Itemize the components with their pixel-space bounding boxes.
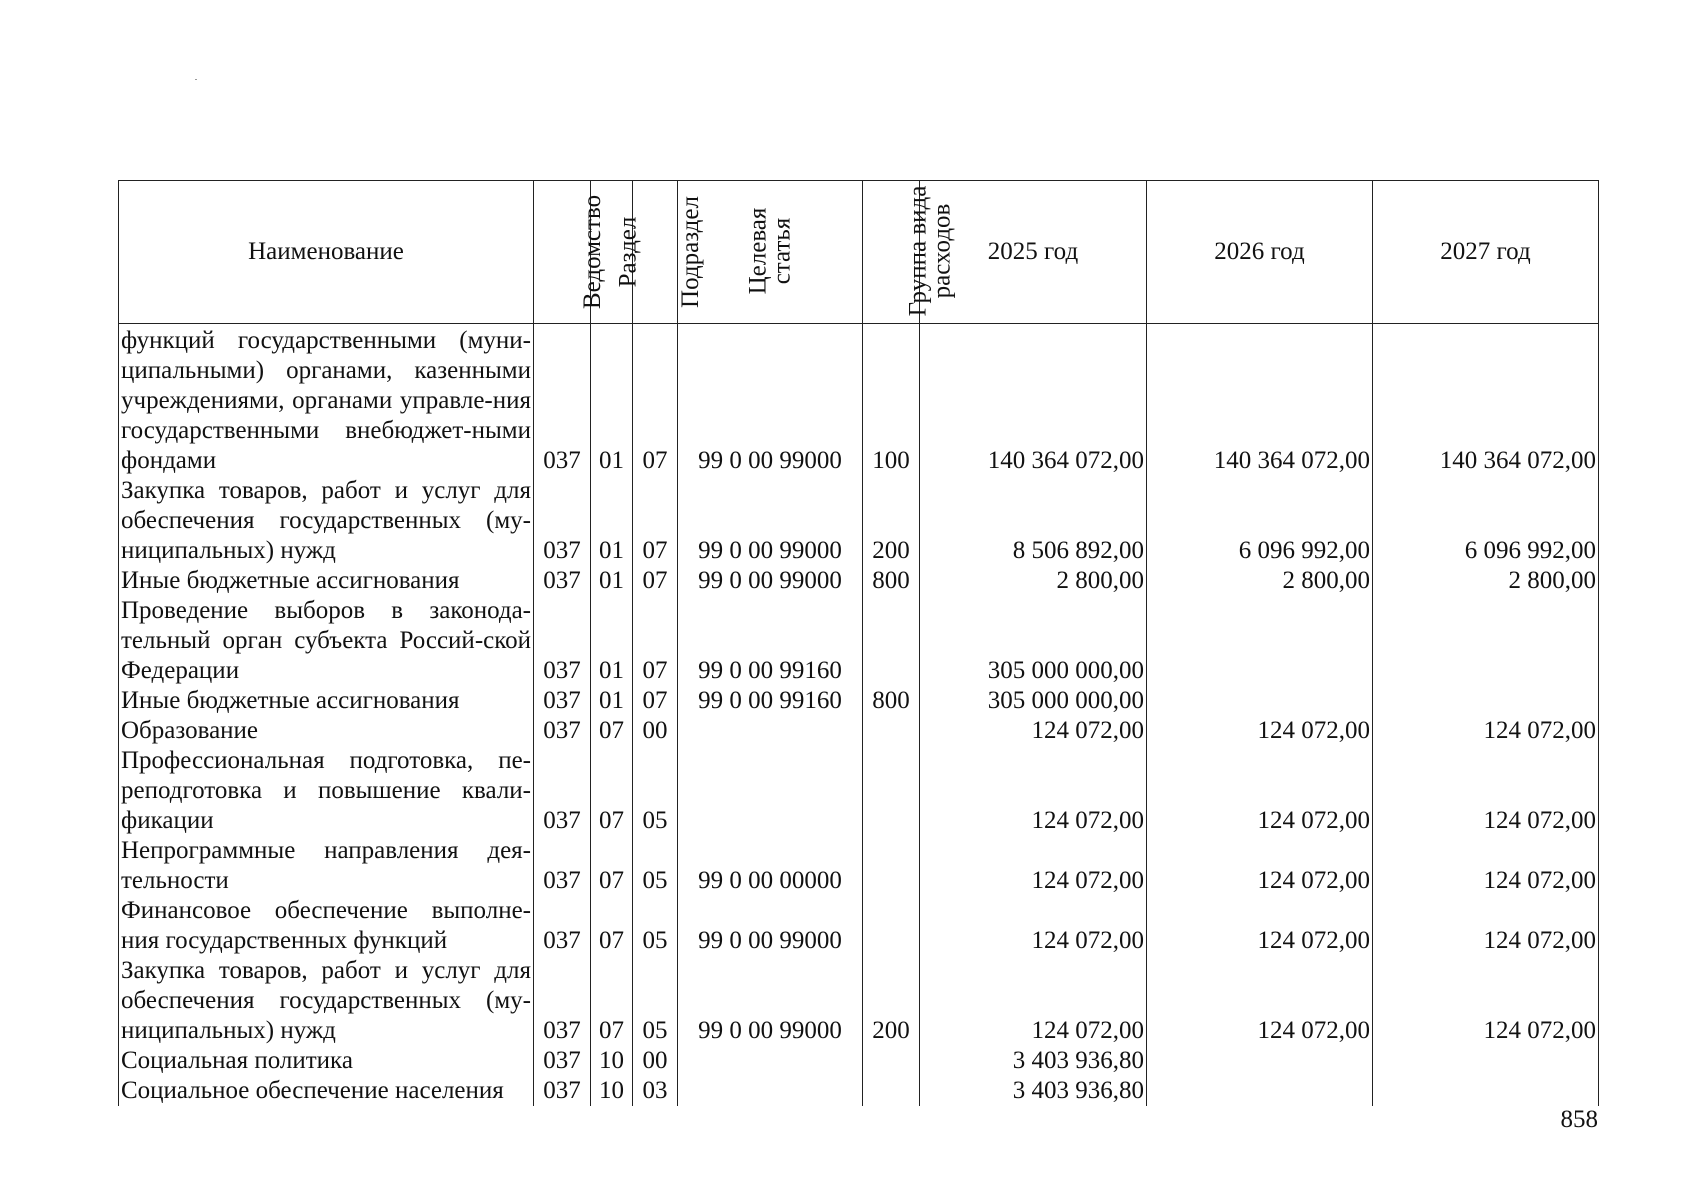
cell-subsection: 05 xyxy=(633,746,678,836)
cell-year-2026: 124 072,00 xyxy=(1147,956,1373,1046)
cell-year-2026 xyxy=(1147,1076,1373,1106)
cell-year-2027: 124 072,00 xyxy=(1373,956,1599,1046)
header-expense-group: Группа вида расходов xyxy=(863,181,920,324)
table-body xyxy=(119,324,1599,1107)
cell-year-2027 xyxy=(1373,686,1599,716)
cell-year-2027: 124 072,00 xyxy=(1373,746,1599,836)
cell-section: 01 xyxy=(591,686,633,716)
cell-name: Иные бюджетные ассигнования xyxy=(119,686,534,716)
cell-subsection: 05 xyxy=(633,896,678,956)
cell-expense-group: 800 xyxy=(863,686,920,716)
cell-department: 037 xyxy=(534,596,591,686)
cell-department: 037 xyxy=(534,1046,591,1076)
cell-department: 037 xyxy=(534,324,591,477)
cell-subsection: 07 xyxy=(633,686,678,716)
cell-target-article xyxy=(678,746,863,836)
header-name: Наименование xyxy=(119,181,534,324)
cell-name: Образование xyxy=(119,716,534,746)
cell-subsection: 07 xyxy=(633,596,678,686)
cell-department: 037 xyxy=(534,566,591,596)
cell-expense-group xyxy=(863,596,920,686)
table-row xyxy=(119,566,1599,596)
cell-year-2026: 124 072,00 xyxy=(1147,896,1373,956)
table-row xyxy=(119,1076,1599,1106)
cell-name: Профессиональная подготовка, пе-реподготовка и повышение квали-фикации xyxy=(119,746,534,836)
cell-department: 037 xyxy=(534,746,591,836)
cell-year-2027: 140 364 072,00 xyxy=(1373,324,1599,477)
cell-subsection: 07 xyxy=(633,476,678,566)
cell-section: 01 xyxy=(591,324,633,477)
header-year-2025: 2025 год xyxy=(920,181,1147,324)
cell-year-2025: 124 072,00 xyxy=(920,956,1147,1046)
cell-year-2025: 305 000 000,00 xyxy=(920,686,1147,716)
cell-target-article: 99 0 00 99000 xyxy=(678,956,863,1046)
cell-year-2025: 3 403 936,80 xyxy=(920,1046,1147,1076)
header-year-2026: 2026 год xyxy=(1147,181,1373,324)
cell-target-article: 99 0 00 99000 xyxy=(678,566,863,596)
cell-year-2025: 124 072,00 xyxy=(920,716,1147,746)
table-row xyxy=(119,746,1599,836)
cell-section: 07 xyxy=(591,896,633,956)
cell-year-2027: 124 072,00 xyxy=(1373,896,1599,956)
table-row xyxy=(119,1046,1599,1076)
cell-department: 037 xyxy=(534,836,591,896)
cell-target-article: 99 0 00 99000 xyxy=(678,324,863,477)
cell-name: Социальное обеспечение населения xyxy=(119,1076,534,1106)
cell-name: Социальная политика xyxy=(119,1046,534,1076)
cell-subsection: 05 xyxy=(633,836,678,896)
cell-target-article xyxy=(678,716,863,746)
cell-target-article: 99 0 00 99160 xyxy=(678,596,863,686)
cell-section: 07 xyxy=(591,716,633,746)
table-row xyxy=(119,686,1599,716)
cell-section: 01 xyxy=(591,596,633,686)
cell-target-article: 99 0 00 99000 xyxy=(678,896,863,956)
table-row xyxy=(119,476,1599,566)
cell-expense-group xyxy=(863,1046,920,1076)
cell-subsection: 00 xyxy=(633,716,678,746)
cell-year-2026: 124 072,00 xyxy=(1147,716,1373,746)
cell-name: Проведение выборов в законода-тельный орган субъекта Россий-ской Федерации xyxy=(119,596,534,686)
cell-target-article xyxy=(678,1046,863,1076)
cell-year-2026: 2 800,00 xyxy=(1147,566,1373,596)
header-target-article: Целевая статья xyxy=(678,181,863,324)
cell-department: 037 xyxy=(534,1076,591,1106)
cell-target-article xyxy=(678,1076,863,1106)
cell-expense-group xyxy=(863,896,920,956)
cell-expense-group xyxy=(863,716,920,746)
cell-year-2027: 124 072,00 xyxy=(1373,836,1599,896)
cell-section: 01 xyxy=(591,566,633,596)
cell-year-2026: 124 072,00 xyxy=(1147,836,1373,896)
cell-year-2025: 3 403 936,80 xyxy=(920,1076,1147,1106)
cell-year-2027: 124 072,00 xyxy=(1373,716,1599,746)
cell-name: Иные бюджетные ассигнования xyxy=(119,566,534,596)
cell-year-2027 xyxy=(1373,1046,1599,1076)
cell-expense-group: 100 xyxy=(863,324,920,477)
cell-year-2025: 124 072,00 xyxy=(920,896,1147,956)
cell-section: 07 xyxy=(591,746,633,836)
cell-section: 10 xyxy=(591,1076,633,1106)
cell-department: 037 xyxy=(534,716,591,746)
cell-target-article: 99 0 00 00000 xyxy=(678,836,863,896)
table-row xyxy=(119,596,1599,686)
cell-department: 037 xyxy=(534,476,591,566)
cell-name: Финансовое обеспечение выполне-ния государственных функций xyxy=(119,896,534,956)
cell-year-2025: 124 072,00 xyxy=(920,836,1147,896)
table-row xyxy=(119,716,1599,746)
cell-expense-group xyxy=(863,836,920,896)
cell-expense-group: 800 xyxy=(863,566,920,596)
cell-expense-group xyxy=(863,746,920,836)
cell-department: 037 xyxy=(534,956,591,1046)
cell-department: 037 xyxy=(534,896,591,956)
cell-year-2025: 8 506 892,00 xyxy=(920,476,1147,566)
cell-department: 037 xyxy=(534,686,591,716)
cell-year-2026: 140 364 072,00 xyxy=(1147,324,1373,477)
cell-year-2026 xyxy=(1147,686,1373,716)
cell-subsection: 07 xyxy=(633,324,678,477)
cell-year-2027 xyxy=(1373,1076,1599,1106)
cell-subsection: 07 xyxy=(633,566,678,596)
cell-subsection: 00 xyxy=(633,1046,678,1076)
cell-year-2025: 2 800,00 xyxy=(920,566,1147,596)
header-year-2027: 2027 год xyxy=(1373,181,1599,324)
header-department: Ведомство xyxy=(534,181,591,324)
cell-year-2027: 6 096 992,00 xyxy=(1373,476,1599,566)
cell-section: 07 xyxy=(591,956,633,1046)
table-row xyxy=(119,956,1599,1046)
cell-section: 01 xyxy=(591,476,633,566)
cell-name: функций государственными (муни-ципальными) органами, казенными учреждениями, органами управле-ния государственными внебюджет-ными фондами xyxy=(119,324,534,477)
cell-year-2025: 124 072,00 xyxy=(920,746,1147,836)
cell-section: 07 xyxy=(591,836,633,896)
cell-section: 10 xyxy=(591,1046,633,1076)
page-number: 858 xyxy=(1560,1106,1598,1133)
cell-year-2026: 6 096 992,00 xyxy=(1147,476,1373,566)
budget-table xyxy=(118,180,1599,1106)
cell-name: Закупка товаров, работ и услуг для обеспечения государственных (му-ниципальных) нужд xyxy=(119,476,534,566)
cell-name: Закупка товаров, работ и услуг для обеспечения государственных (му-ниципальных) нужд xyxy=(119,956,534,1046)
cell-name: Непрограммные направления дея-тельности xyxy=(119,836,534,896)
cell-target-article: 99 0 00 99160 xyxy=(678,686,863,716)
cell-year-2027: 2 800,00 xyxy=(1373,566,1599,596)
scan-speck xyxy=(195,79,197,80)
header-section: Раздел xyxy=(591,181,633,324)
table-row xyxy=(119,324,1599,477)
cell-year-2027 xyxy=(1373,596,1599,686)
table-row xyxy=(119,896,1599,956)
cell-year-2026 xyxy=(1147,1046,1373,1076)
cell-expense-group: 200 xyxy=(863,476,920,566)
cell-subsection: 05 xyxy=(633,956,678,1046)
header-subsection: Подраздел xyxy=(633,181,678,324)
cell-target-article: 99 0 00 99000 xyxy=(678,476,863,566)
table-header-row xyxy=(119,181,1599,324)
cell-year-2026: 124 072,00 xyxy=(1147,746,1373,836)
cell-expense-group: 200 xyxy=(863,956,920,1046)
cell-year-2025: 305 000 000,00 xyxy=(920,596,1147,686)
cell-subsection: 03 xyxy=(633,1076,678,1106)
table-row xyxy=(119,836,1599,896)
cell-year-2025: 140 364 072,00 xyxy=(920,324,1147,477)
cell-expense-group xyxy=(863,1076,920,1106)
cell-year-2026 xyxy=(1147,596,1373,686)
